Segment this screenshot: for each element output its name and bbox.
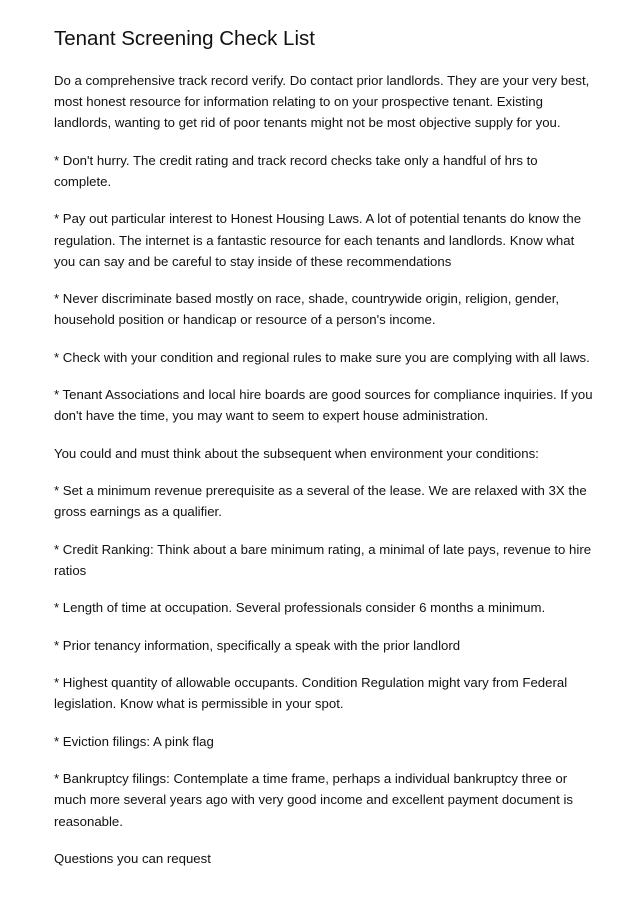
paragraph-bankruptcy-filings: * Bankruptcy filings: Contemplate a time frame, perhaps a individual bankruptcy three or much more several years ago with very good income and excellent payment document is reasonable. bbox=[54, 771, 573, 829]
paragraph-intro: Do a comprehensive track record verify. Do contact prior landlords. They are your very best, most honest resource for information relating to on your prospective tenant. Existing landlords, wanting to get rid of poor tenants might not be most objective supply for you. bbox=[54, 73, 590, 131]
document-title: Tenant Screening Check List bbox=[54, 27, 315, 50]
paragraph-never-discriminate: * Never discriminate based mostly on race, shade, countrywide origin, religion, gender, household position or handicap or resource of a person's income. bbox=[54, 291, 560, 328]
paragraph-prior-tenancy: * Prior tenancy information, specifically a speak with the prior landlord bbox=[54, 637, 461, 653]
paragraph-occupation-length: * Length of time at occupation. Several professionals consider 6 months a minimum. bbox=[54, 600, 546, 616]
paragraph-eviction-filings: * Eviction filings: A pink flag bbox=[54, 733, 214, 749]
paragraph-credit-ranking: * Credit Ranking: Think about a bare minimum rating, a minimal of late pays, revenue to hire ratios bbox=[54, 541, 592, 578]
paragraph-check-rules: * Check with your condition and regional rules to make sure you are complying with all laws. bbox=[54, 349, 590, 365]
paragraph-dont-hurry: * Don't hurry. The credit rating and track record checks take only a handful of hrs to complete. bbox=[54, 152, 538, 189]
paragraph-minimum-revenue: * Set a minimum revenue prerequisite as a several of the lease. We are relaxed with 3X the gross earnings as a qualifier. bbox=[54, 483, 587, 520]
paragraph-max-occupants: * Highest quantity of allowable occupants. Condition Regulation might vary from Federal legislation. Know what is permissible in your spot. bbox=[54, 675, 568, 712]
paragraph-questions: Questions you can request bbox=[54, 850, 211, 866]
document-page bbox=[54, 26, 594, 885]
paragraph-tenant-associations: * Tenant Associations and local hire boards are good sources for compliance inquiries. If you don't have the time, you may want to seem to expert house administration. bbox=[54, 387, 593, 424]
paragraph-housing-laws: * Pay out particular interest to Honest Housing Laws. A lot of potential tenants do know the regulation. The internet is a fantastic resource for each tenants and landlords. Know what you can say and be careful to stay inside of these recommendations bbox=[54, 211, 582, 269]
paragraph-conditions-intro: You could and must think about the subsequent when environment your conditions: bbox=[54, 445, 539, 461]
